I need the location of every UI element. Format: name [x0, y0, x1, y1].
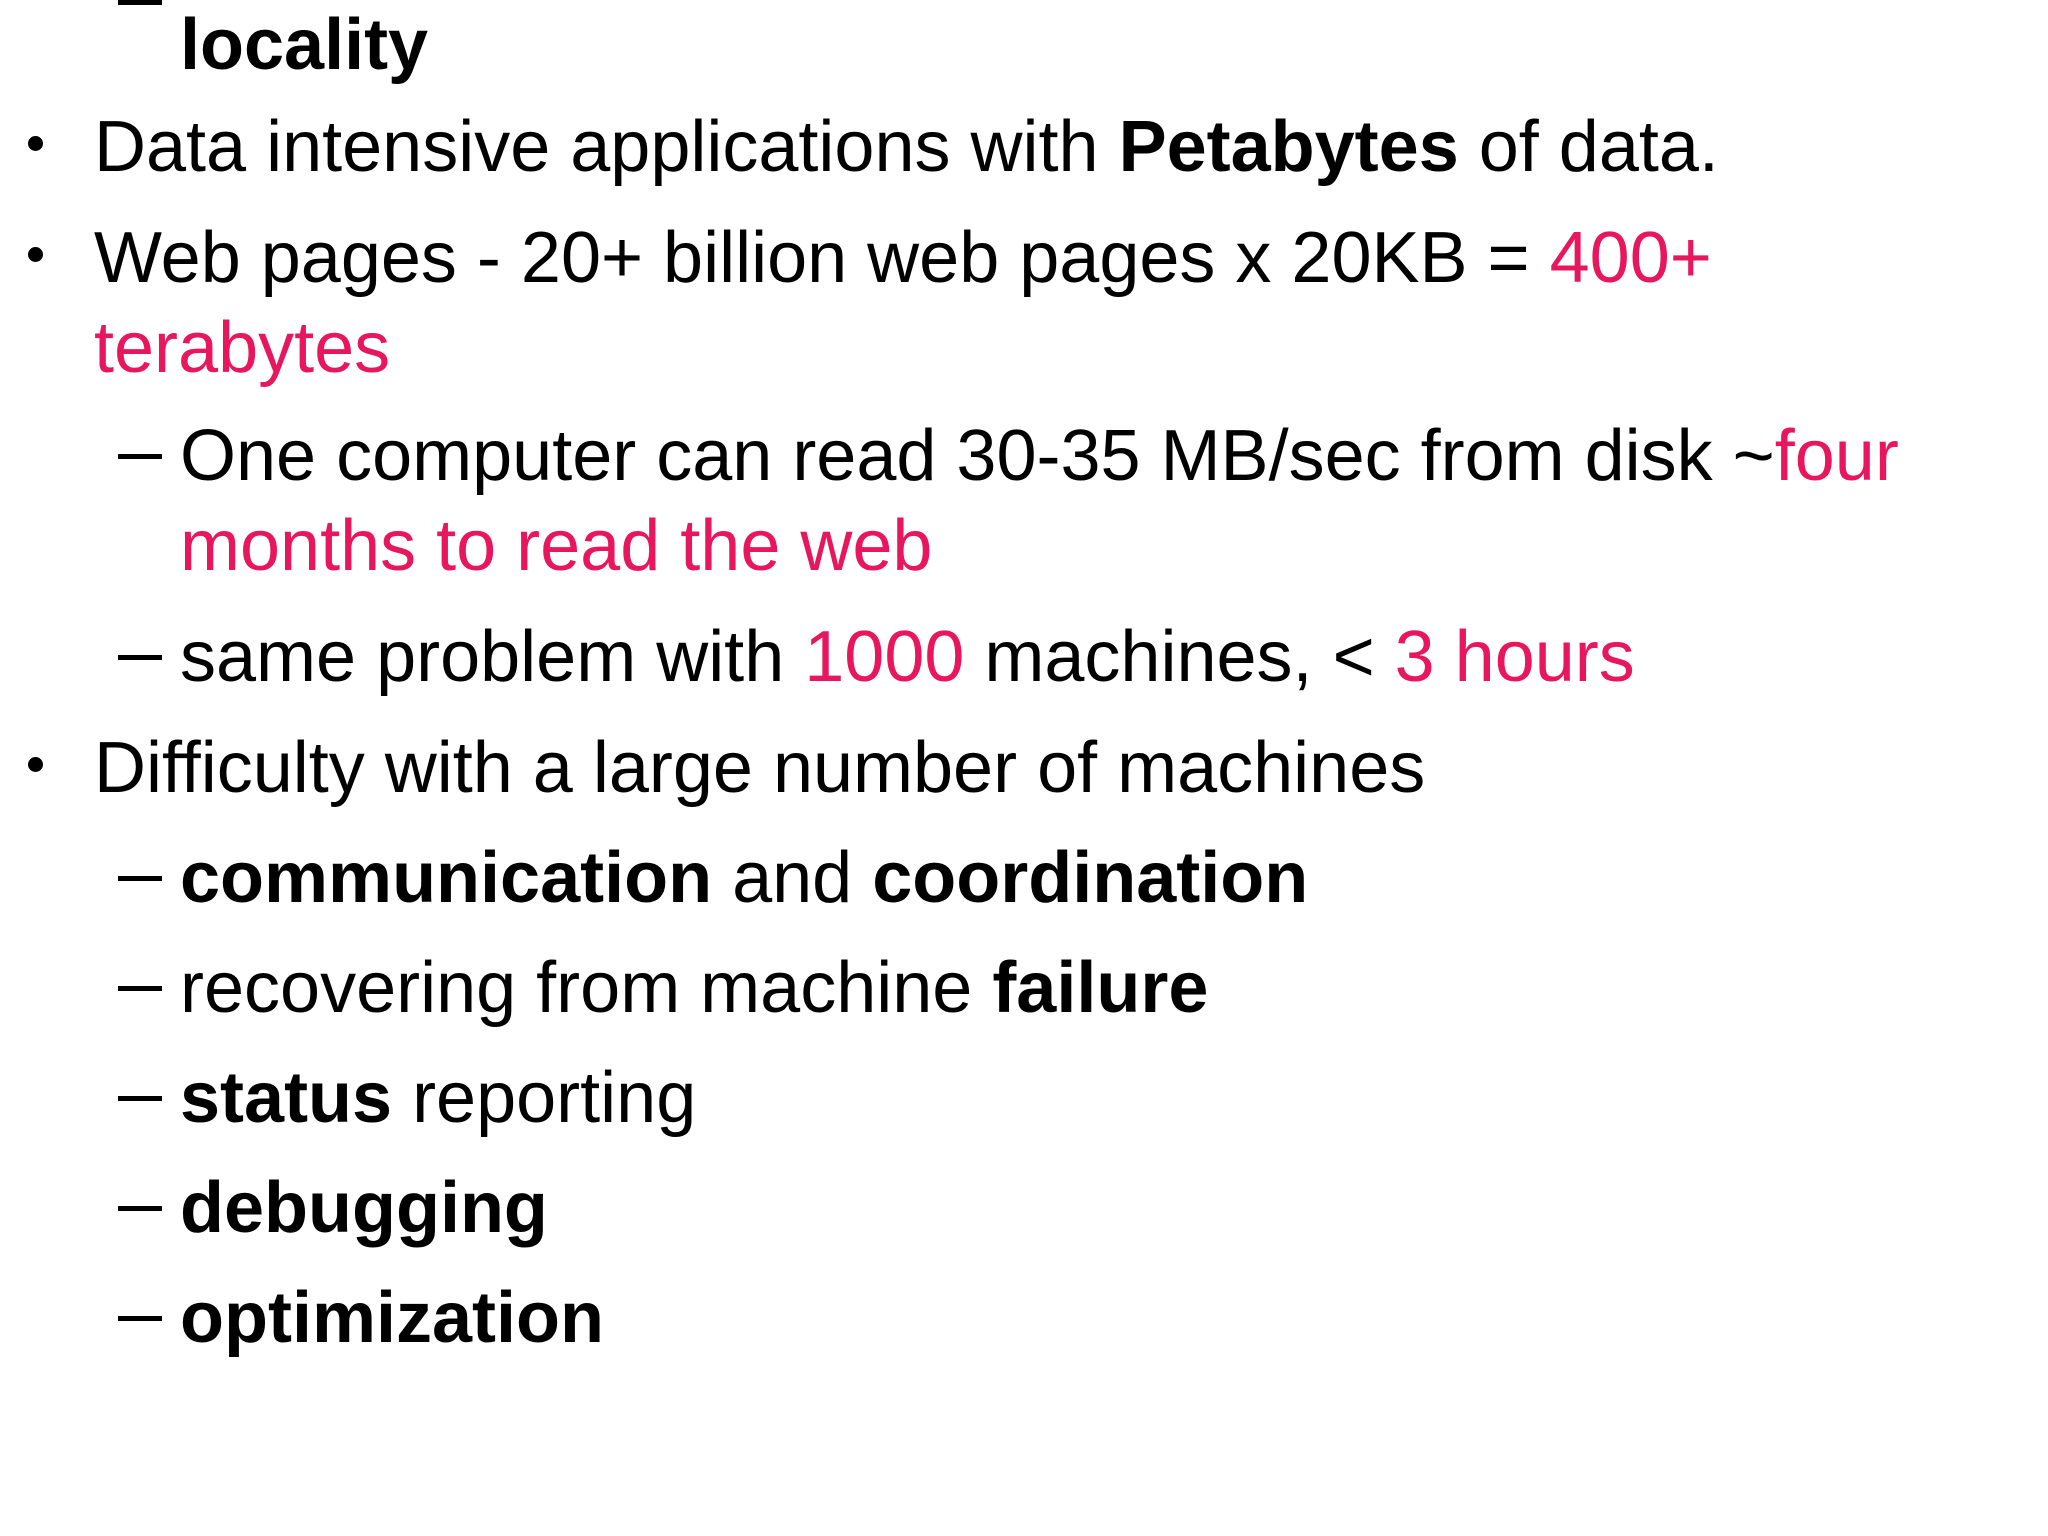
bold-text: optimization [180, 1278, 604, 1358]
sub-bullet-item-line [180, 612, 1635, 702]
highlighted-text: 400+ [1549, 218, 1712, 298]
bold-text: status [180, 1058, 393, 1138]
bullet-item-line [94, 213, 1712, 303]
text-segment: Web pages - 20+ billion web pages x 20KB = [94, 218, 1550, 298]
sub-bullet-item-line [180, 833, 1308, 923]
sub-bullet-item-line [180, 943, 1208, 1033]
text-segment: reporting [392, 1058, 697, 1138]
bold-text: Petabytes [1118, 107, 1459, 187]
sub-bullet-item-line [180, 501, 932, 591]
text-segment: machines, < [964, 617, 1395, 697]
highlighted-text: terabytes [94, 308, 391, 388]
bullet-dot-icon [28, 136, 43, 151]
dash-marker-icon [118, 1316, 162, 1321]
bold-text: failure [992, 948, 1209, 1028]
bold-text: debugging [180, 1168, 548, 1248]
bullet-dot-icon [28, 247, 43, 262]
dash-marker-icon [118, 1206, 162, 1211]
bold-text: communication [180, 838, 713, 918]
bullet-item-line [94, 102, 1719, 192]
highlighted-text: four [1774, 416, 1899, 496]
text-segment: recovering from machine [180, 948, 993, 1028]
sub-bullet-item-line [180, 1053, 696, 1143]
dash-marker-icon [118, 1096, 162, 1101]
highlighted-text: 3 hours [1394, 617, 1635, 697]
text-segment: Data intensive applications with [94, 107, 1119, 187]
bold-text: coordination [872, 838, 1309, 918]
dash-marker-icon [118, 876, 162, 881]
dash-marker-icon [118, 986, 162, 991]
highlighted-text: 1000 [804, 617, 965, 697]
dash-marker-icon [118, 655, 162, 660]
text-segment: Difficulty with a large number of machines [94, 728, 1426, 808]
bullet-item-line [94, 723, 1425, 813]
sub-bullet-item-line [180, 0, 428, 90]
highlighted-text: months to read the web [180, 506, 933, 586]
bullet-dot-icon [28, 757, 43, 772]
sub-bullet-item-line [180, 411, 1899, 501]
sub-bullet-item-line [180, 1273, 604, 1363]
text-segment: same problem with [180, 617, 805, 697]
text-segment: One computer can read 30-35 MB/sec from disk ~ [180, 416, 1775, 496]
bullet-item-line [94, 303, 390, 393]
text-segment: of data. [1458, 107, 1719, 187]
bold-text: locality [180, 5, 429, 85]
sub-bullet-item-line [180, 1163, 548, 1253]
dash-marker-icon [118, 454, 162, 459]
text-segment: and [712, 838, 873, 918]
dash-marker-icon [118, 0, 162, 5]
